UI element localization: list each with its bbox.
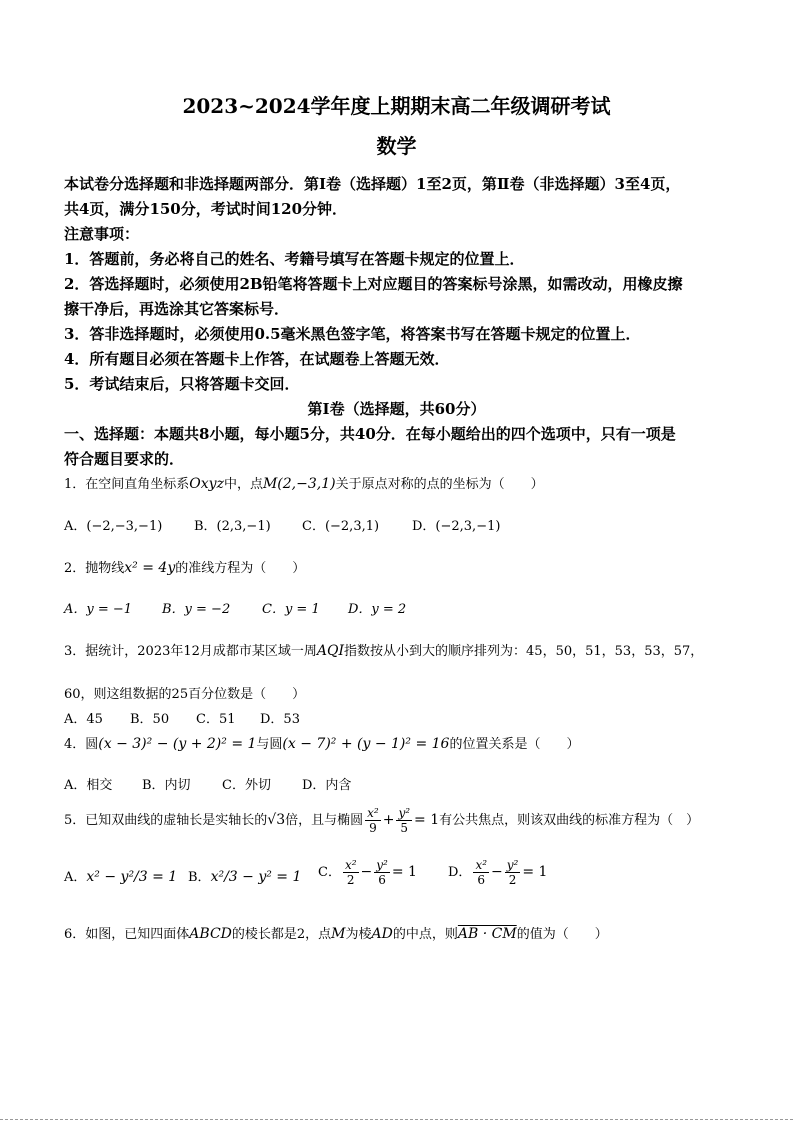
q5-option-b-eq: x²/3 − y² = 1 [210, 869, 302, 885]
q2-option-b: B．y = −2 [162, 602, 231, 617]
q2-option-c: C．y = 1 [262, 602, 320, 617]
question-5 [64, 806, 733, 835]
q5-ellipse-y-term [396, 806, 412, 835]
q5-option-c-den-2: 6 [378, 873, 386, 887]
q6-tetrahedron: ABCD [189, 926, 232, 942]
q1-post: 关于原点对称的点的坐标为（ ） [335, 477, 544, 492]
q5-option-d-frac-1 [473, 858, 489, 887]
q4-post: 的位置关系是（ ） [449, 737, 580, 752]
q5-option-d-num-1: x² [475, 858, 488, 872]
q6-post: 的值为（ ） [516, 927, 608, 942]
question-6 [64, 923, 733, 942]
q6-mid2: 为棱 [345, 927, 372, 942]
q5-plus: + [382, 812, 395, 828]
q1-option-b: B．(2,3,−1) [194, 519, 271, 534]
q5-equals-one: = 1 [414, 812, 440, 828]
q5-option-a [64, 866, 177, 885]
q2-pre: 2．抛物线 [64, 561, 125, 576]
q1-option-c: C．(−2,3,1) [302, 519, 380, 534]
note-4: 4．所有题目必须在答题卡上作答，在试题卷上答题无效． [64, 350, 450, 368]
note-1: 1．答题前，务必将自己的姓名、考籍号填写在答题卡规定的位置上． [64, 250, 525, 268]
q4-circle-1: (x − 3)² − (y + 2)² = 1 [98, 736, 257, 752]
q2-option-a: A．y = −1 [64, 602, 133, 617]
q5-option-b [188, 866, 301, 885]
q4-option-b: B．内切 [142, 778, 191, 793]
q5-ellipse-x-num: x² [367, 806, 379, 820]
note-2-cont: 擦干净后，再选涂其它答案标号． [64, 300, 290, 318]
q5-option-a-eq: x² − y²/3 = 1 [86, 869, 178, 885]
q3-line1a: 3．据统计，2023年12月成都市某区域一周 [64, 644, 317, 659]
q5-option-c-frac-2 [374, 858, 390, 887]
note-3: 3．答非选择题时，必须使用0.5毫米黑色签字笔，将答案书写在答题卡规定的位置上． [64, 325, 641, 343]
q5-option-b-label: B． [188, 870, 211, 885]
q5-option-d-label: D． [448, 865, 472, 880]
q5-option-c-num-1: x² [344, 858, 357, 872]
q5-root: √3 [267, 812, 286, 828]
question-4 [64, 733, 733, 752]
q1-pre: 1．在空间直角坐标系 [64, 477, 190, 492]
q5-option-c-label: C． [318, 865, 341, 880]
q5-ellipse-x-den: 9 [369, 821, 377, 835]
q5-option-c-num-2: y² [376, 858, 388, 872]
q6-mid1: 的棱长都是2，点 [231, 927, 332, 942]
q5-option-c-frac-1 [343, 858, 359, 887]
q6-point-m: M [331, 926, 346, 942]
q5-ellipse-x-term [365, 806, 381, 835]
q5-option-d-eq-one: = 1 [522, 864, 548, 880]
q4-option-a: A．相交 [64, 778, 113, 793]
notes-title: 注意事项： [64, 225, 140, 243]
q5-option-c [318, 858, 417, 887]
q3-option-b: B．50 [130, 712, 170, 727]
q5-option-d-den-2: 2 [508, 873, 517, 887]
intro-line-1: 本试卷分选择题和非选择题两部分．第Ⅰ卷（选择题）1至2页，第Ⅱ卷（非选择题）3至4页， [64, 175, 681, 193]
q2-post: 的准线方程为（ ） [175, 561, 306, 576]
q3-option-a: A．45 [64, 712, 103, 727]
question-1 [64, 473, 733, 492]
q5-option-c-minus: − [360, 864, 373, 880]
q3-option-c: C．51 [196, 712, 236, 727]
q5-option-d [448, 858, 547, 887]
q6-pre: 6．如图，已知四面体 [64, 927, 190, 942]
q1-system: Oxyz [189, 476, 224, 492]
question-3 [64, 640, 733, 659]
q4-mid: 与圆 [256, 737, 283, 752]
q6-mid3: 的中点，则 [392, 927, 458, 942]
section-instructions-1: 一、选择题：本题共8小题，每小题5分，共40分．在每小题给出的四个选项中，只有一项是 [64, 425, 676, 443]
q1-option-a: A．(−2,−3,−1) [64, 519, 163, 534]
question-3-cont: 60，则这组数据的25百分位数是（ ） [64, 687, 306, 702]
q5-option-d-num-2: y² [506, 858, 519, 872]
section-title: 第Ⅰ卷（选择题，共60分） [307, 400, 486, 418]
q5-option-d-den-1: 6 [477, 873, 486, 887]
q5-option-a-label: A． [64, 870, 87, 885]
q1-mid: 中，点 [223, 477, 263, 492]
exam-title: 2023~2024学年度上期期末高二年级调研考试 [182, 94, 611, 118]
q3-option-d: D．53 [260, 712, 300, 727]
q3-aqi: AQI [316, 643, 345, 659]
question-2 [64, 557, 733, 576]
q6-vector-product: AB · CM [457, 926, 517, 942]
q4-option-c: C．外切 [222, 778, 271, 793]
q5-ellipse-y-den: 5 [400, 821, 409, 835]
q5-option-c-den-1: 2 [346, 873, 355, 887]
q5-option-c-eq-one: = 1 [391, 864, 417, 880]
q5-mid: 倍，且与椭圆 [285, 813, 364, 828]
q1-option-d: D．(−2,3,−1) [412, 519, 501, 534]
q5-pre: 5．已知双曲线的虚轴长是实轴长的 [64, 813, 268, 828]
subject-title: 数学 [376, 134, 417, 158]
section-instructions-2: 符合题目要求的． [64, 450, 185, 468]
q6-edge-ad: AD [371, 926, 393, 942]
intro-line-2: 共4页，满分150分，考试时间120分钟． [64, 200, 348, 218]
q2-option-d: D．y = 2 [348, 602, 407, 617]
q4-option-d: D．内含 [302, 778, 352, 793]
q5-post: 有公共焦点，则该双曲线的标准方程为（ ） [439, 813, 700, 828]
q3-line1b: 指数按从小到大的顺序排列为：45，50，51，53，53，57， [344, 644, 704, 659]
q4-pre: 4．圆 [64, 737, 99, 752]
q5-option-d-frac-2 [505, 858, 521, 887]
q4-circle-2: (x − 7)² + (y − 1)² = 16 [282, 736, 450, 752]
q5-ellipse-y-num: y² [398, 806, 411, 820]
note-5: 5．考试结束后，只将答题卡交回． [64, 375, 300, 393]
q1-point: M(2,−3,1) [262, 476, 336, 492]
note-2: 2．答选择题时，必须使用2B铅笔将答题卡上对应题目的答案标号涂黑，如需改动，用橡皮擦 [64, 275, 683, 293]
page-bottom-rule [0, 1119, 793, 1120]
q5-option-d-minus: − [491, 864, 503, 880]
q2-equation: x² = 4y [124, 560, 176, 576]
